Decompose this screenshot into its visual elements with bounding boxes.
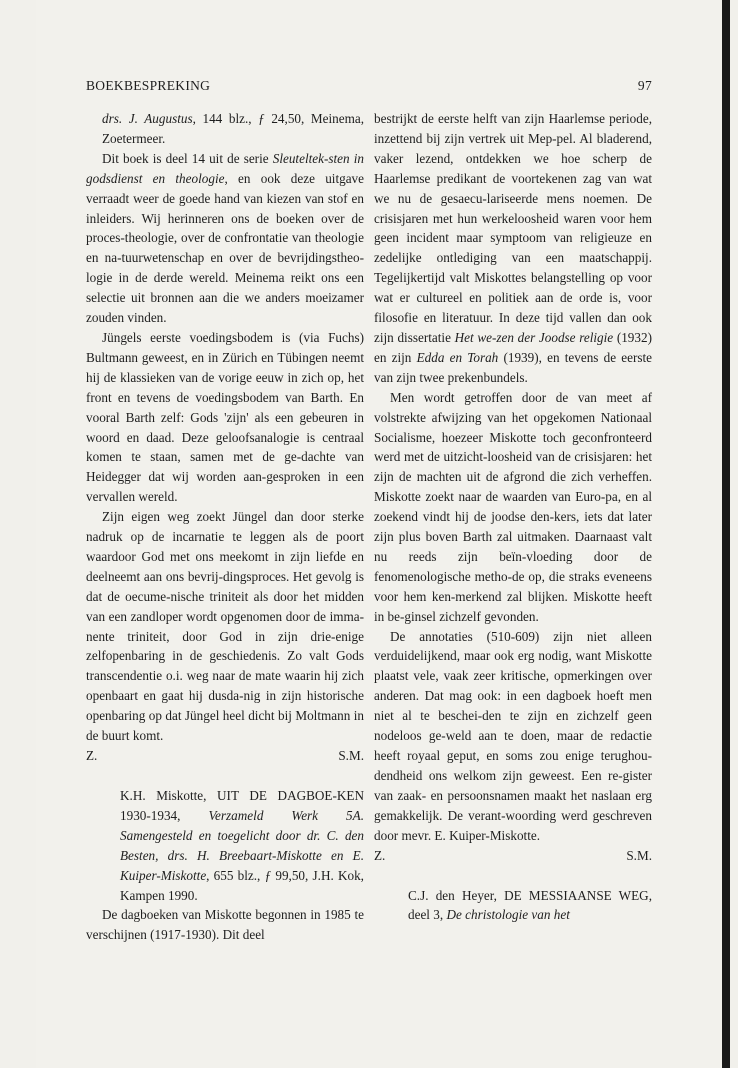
ref-pages: , 144 blz., (192, 111, 259, 126)
section-title: BOEKBESPREKING (86, 78, 211, 93)
book-reference (120, 786, 364, 905)
book-page (36, 0, 730, 1068)
left-column (86, 109, 364, 945)
book-reference (408, 886, 652, 926)
signature-initials: S.M. (626, 847, 652, 863)
text-run: Dit boek is deel 14 uit de serie (102, 150, 273, 166)
review-paragraph: De dagboeken van Miskotte begonnen in 1985 te verschijnen (1917-1930). Dit deel (86, 907, 364, 943)
page-number: 97 (637, 78, 652, 93)
page-binding-edge (722, 0, 730, 1068)
review-paragraph (374, 109, 652, 388)
guilder-sign: ƒ (258, 111, 265, 126)
text-run: bestrijkt de eerste helft van zijn Haarlemse periode, inzettend bij zijn vertrek uit Mep-pel. Al bladerend, vaker lezend, ontdekken we hoe scherp de Haarlemse predikant de voortekenen zag van wat we nu de gesaecu-lariseerde mens noemen. De crisisjaren met hun werkeloosheid waren voor hem geen incident maar symptoom van religieuze en zedelijke ontlediging van een maatschappij. Tegelijkertijd valt Miskottes belangstelling op voor wat er cultureel en politiek aan de orde is, voor filosofie en literatuur. In deze tijd vallen dan ook zijn dissertatie (374, 111, 652, 345)
right-column (374, 109, 652, 925)
review-paragraph: De annotaties (510-609) zijn niet alleen verduidelijkend, maar ook erg nodig, want Miskotte plaatst vele, vaak zeer kritische, opmerkingen over anderen. Dat mag ook: in een dagboek hoeft men niet al te beschei-den te zijn en zichzelf geen nodeloos ge-weld aan te doen, maar de redactie heeft royaal geput, en soms zou enige terughou-dendheid ons welkom zijn geweest. Een re-gister van zaak- en persoonsnamen maakt het naslaan erg gemakkelijk. De verant-woording werd geschreven door mevr. E. Kuiper-Miskotte. (374, 628, 652, 843)
text-run: 99,50, J.H. Kok, Kampen 1990. (120, 867, 364, 903)
text-run: (1939), en tevens de eerste van zijn twee prekenbundels. (374, 349, 652, 385)
text-run: K.H. Miskotte, UIT DE DAGBOE-KEN 1930-1934, (120, 788, 364, 823)
review-paragraph (86, 149, 364, 328)
signature-line (86, 746, 364, 766)
guilder-sign: ƒ (264, 867, 272, 883)
signature-z: Z. (86, 748, 98, 763)
ref-publisher: 24,50, Meinema, Zoetermeer. (102, 111, 364, 146)
running-header (86, 78, 652, 96)
review-paragraph: Men wordt getroffen door de van meet af volstrekte afwijzing van het opgekomen Nationaal Socialisme, hoezeer Miskotte toch geconfronteerd werd met de uitzicht-loosheid van de crisisjaren: het zijn de machten uit de afgrond die zich verheffen. Miskotte zoekt naar de waarden van Euro-pa, en al zoekend vindt hij de joodse den-kers, iets dat later zijn plus boven Barth zal uitmaken. Daarnaast valt nu reeds zijn beïn-vloeding door de fenomenologische metho-de op, die straks eveneens voor hem ken-merkend zal blijken. Miskotte heeft in be-ginsel zichzelf gevonden. (374, 389, 652, 624)
spacer (86, 766, 364, 786)
review-paragraph: Zijn eigen weg zoekt Jüngel dan door sterke nadruk op de incarnatie te leggen als de poort waardoor God met ons meekomt in zijn liefde en deelneemt aan ons bevrij-dingsproces. Het gevolg is dat de oecume-nische triniteit als door het midden van een zandloper wordt opgenomen door de imma-nente triniteit, door God in zijn drie-enige zelfopenbaring in de geschiedenis. Zo valt Gods transcendentie o.i. weg naar de mate waarin hij zich openbaart en gaat hij dusda-nig in zijn historische openbaring op dat Jüngel heel dicht bij Moltmann in de buurt komt. (86, 509, 364, 744)
text-run: , en ook deze uitgave verraadt weer de goede hand van kiezen van stof en inleiders. Wij herinneren ons de boeken over de proces-theologie, over de confrontatie van theologie en na-tuurwetenschap en over de bevrijdingstheo-logie in de derde wereld. Meinema reikt ons een selectie uit bronnen aan die we anders moeizamer zouden vinden. (86, 170, 365, 326)
text-run: C.J. den Heyer, DE MESSIAANSE WEG, deel 3, (408, 887, 652, 923)
title-italic: Edda en Torah (416, 349, 499, 365)
ref-author-italic: drs. J. Augustus (102, 111, 193, 126)
review-paragraph: Jüngels eerste voedingsbodem is (via Fuchs) Bultmann geweest, en in Zürich en Tübingen neemt hij de klassieken van de vorige eeuw in zich op, het front en tevens de voedingsbodem van Barth. En vooral Barth zelf: Gods 'zijn' als een gebeuren in woord en daad. Deze geloofsanalogie is centraal komen te staan, samen met de ge-dachte van Heidegger dat wij worden aan-gesproken in een vervallen wereld. (86, 329, 364, 505)
signature-z: Z. (374, 847, 386, 863)
signature-initials: S.M. (338, 748, 364, 763)
spacer (374, 866, 652, 886)
ref-italic: De christologie van het (446, 907, 570, 923)
signature-line (374, 846, 652, 866)
text-run: (1932) en zijn (374, 329, 652, 365)
title-italic: Het we-zen der Joodse religie (454, 329, 614, 345)
series-title-italic: Sleuteltek-sten in godsdienst en theologie (86, 150, 364, 186)
reference-continuation (102, 109, 364, 149)
ref-italic: Verzameld Werk 5A. Samengesteld en toegelicht door dr. C. den Besten, drs. H. Breebaart-Miskotte en E. Kuiper-Miskotte (120, 807, 364, 883)
text-run: , 655 blz., (206, 867, 265, 883)
